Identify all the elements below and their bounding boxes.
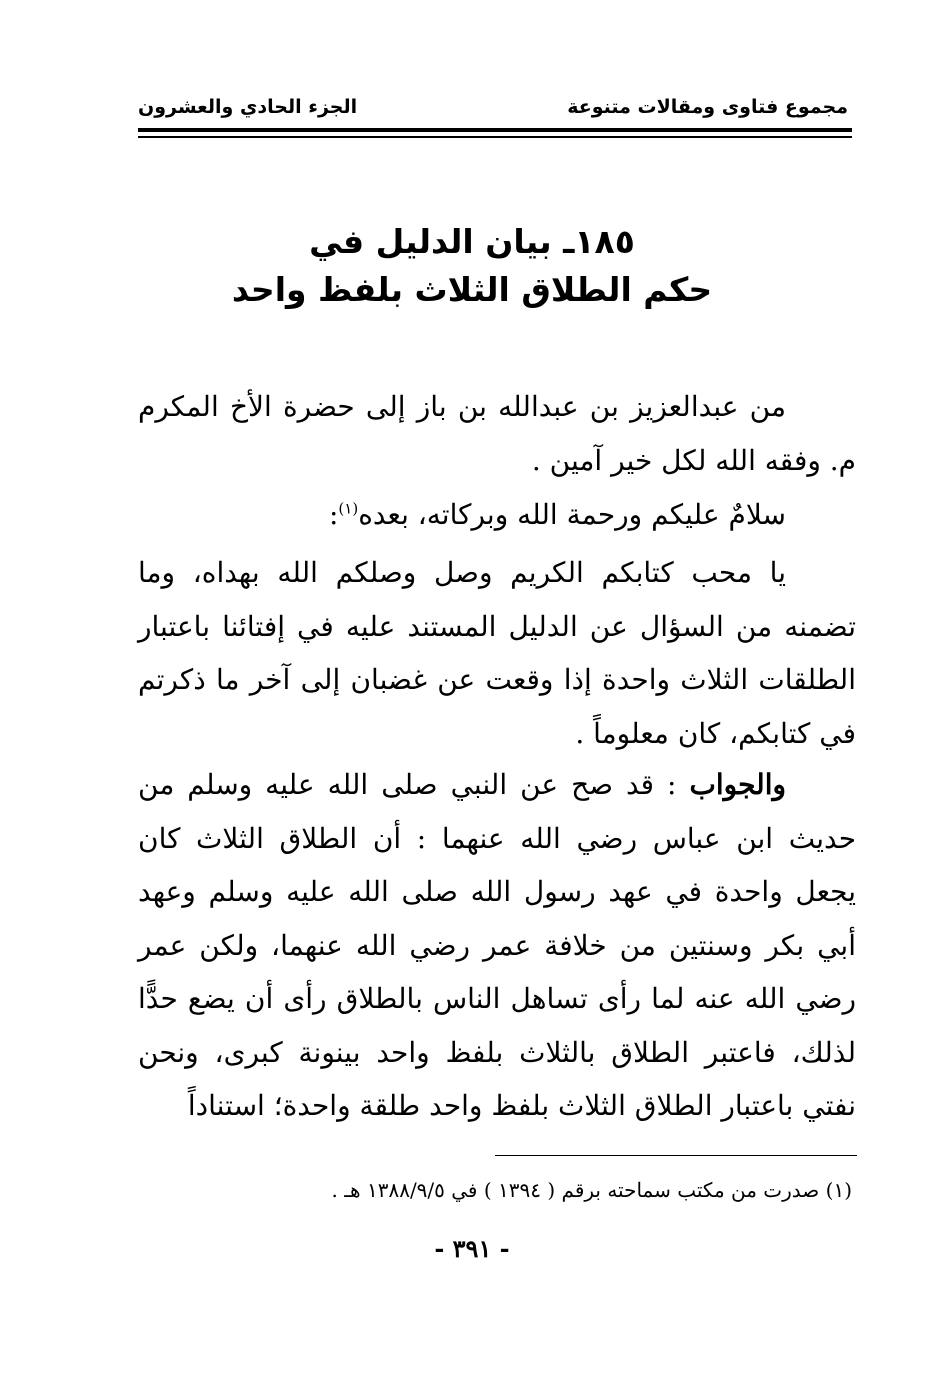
paragraph-salutation <box>138 488 856 542</box>
footnote-rule <box>495 1155 857 1156</box>
page-number: - ٣٩١ - <box>434 1234 510 1263</box>
salutation-text: سلامٌ عليكم ورحمة الله وبركاته، بعده <box>358 498 786 531</box>
paragraph-letter-body: يا محب كتابكم الكريم وصل وصلكم الله بهداه، وما تضمنه من السؤال عن الدليل المستند عليه في إفتائنا باعتبار الطلقات الثلاث واحدة إذا وقعت عن غضبان إلى آخر ما ذكرتم في كتابكم، كان معلوماً . <box>138 556 856 750</box>
article-title-line2: حكم الطلاق الثلاث بلفظ واحد <box>231 270 713 309</box>
header-thin-rule <box>138 136 852 138</box>
header-thick-rule <box>138 128 852 132</box>
article-title-line1: ١٨٥ـ بيان الدليل في <box>309 222 635 261</box>
answer-text: : قد صح عن النبي صلى الله عليه وسلم من حديث ابن عباس رضي الله عنهما : أن الطلاق الثلاث كان يجعل واحدة في عهد رسول الله صلى الله عليه وسلم وعهد أبي بكر وسنتين من خلافة عمر رضي الله عنهما، ولكن عمر رضي الله عنه لما رأى تساهل الناس بالطلاق رأى أن يضع حدًّا لذلك، فاعتبر الطلاق بالثلاث بلفظ واحد بينونة كبرى، ونحن نفتي باعتبار الطلاق الثلاث بلفظ واحد طلقة واحدة؛ استناداً <box>138 768 856 1122</box>
answer-label: والجواب <box>689 768 786 801</box>
salutation-colon: : <box>328 498 339 531</box>
paragraph-greeting-address: من عبدالعزيز بن عبدالله بن باز إلى حضرة الأخ المكرم م. وفقه الله لكل خير آمين . <box>138 390 856 477</box>
running-header-volume: الجزء الحادي والعشرون <box>138 96 358 118</box>
paragraph-answer <box>138 758 856 1133</box>
footnote: (١) صدرت من مكتب سماحته برقم ( ١٣٩٤ ) في ١٣٨٨/٩/٥ هـ . <box>331 1178 852 1202</box>
footnote-reference: (١) <box>338 499 359 518</box>
running-header-book-title: مجموع فتاوى ومقالات متنوعة <box>567 96 848 118</box>
